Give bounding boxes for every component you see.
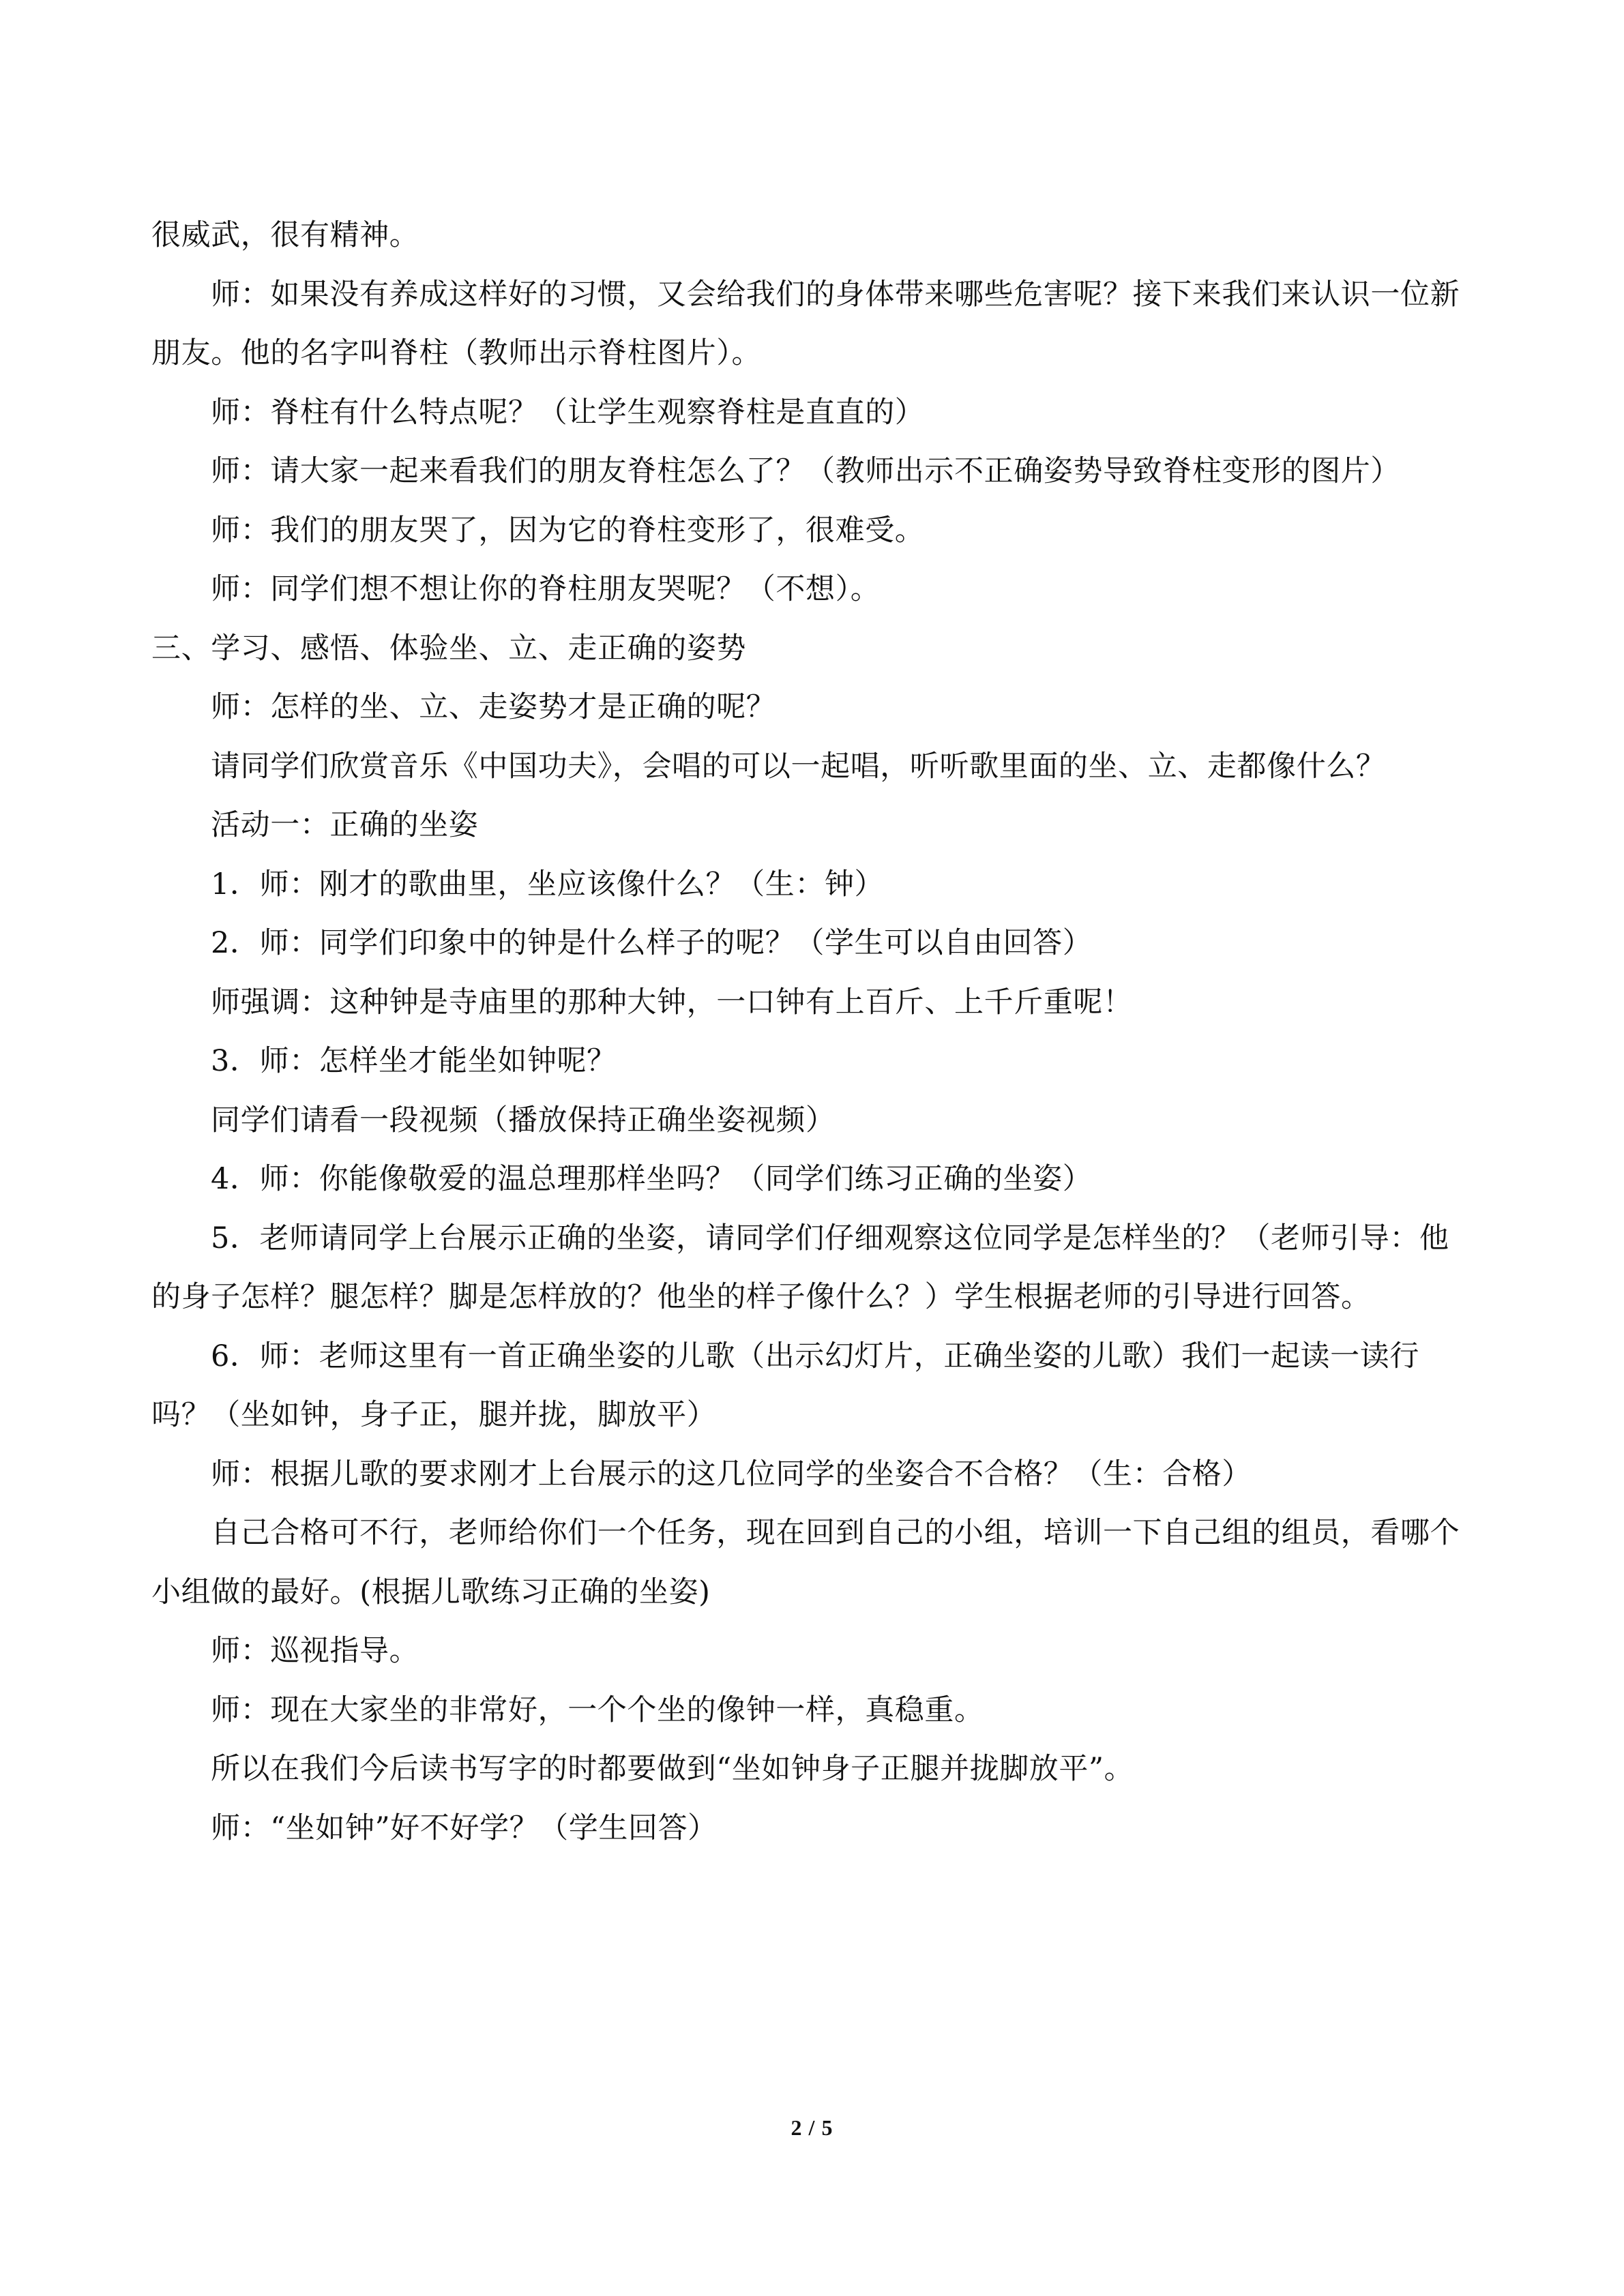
section-heading-three: 三、学习、感悟、体验坐、立、走正确的姿势 — [151, 631, 746, 666]
list-item-4: 4．师：你能像敬爱的温总理那样坐吗？（同学们练习正确的坐姿） — [211, 1162, 1093, 1196]
paragraph-continuation: 很威武，很有精神。 — [151, 218, 419, 252]
paragraph-teacher-spine-intro: 师：如果没有养成这样好的习惯，又会给我们的身体带来哪些危害呢？接下来我们来认识一位新朋友。他的名字叫脊柱（教师出示脊柱图片）。 — [151, 277, 1460, 370]
paragraph-patrol-guide: 师：巡视指导。 — [211, 1634, 419, 1668]
activity-one-heading: 活动一：正确的坐姿 — [211, 808, 479, 842]
paragraph-rhyme-check: 师：根据儿歌的要求刚才上台展示的这几位同学的坐姿合不合格？（生：合格） — [211, 1457, 1252, 1491]
paragraph-correct-posture-question: 师：怎样的坐、立、走姿势才是正确的呢？ — [211, 690, 776, 724]
document-body — [151, 206, 1475, 1858]
list-item-3: 3．师：怎样坐才能坐如钟呢？ — [211, 1044, 617, 1078]
page-number: 2 / 5 — [791, 2115, 833, 2140]
list-item-1: 1．师：刚才的歌曲里，坐应该像什么？（生：钟） — [211, 867, 885, 901]
paragraph-group-task: 自己合格可不行，老师给你们一个任务，现在回到自己的小组，培训一下自己组的组员，看哪个小组做的最好。(根据儿歌练习正确的坐姿) — [151, 1516, 1460, 1609]
paragraph-teacher-emphasis: 师强调：这种钟是寺庙里的那种大钟，一口钟有上百斤、上千斤重呢！ — [211, 985, 1133, 1019]
paragraph-summary-rule: 所以在我们今后读书写字的时都要做到“坐如钟身子正腿并拢脚放平”。 — [211, 1752, 1134, 1786]
paragraph-question-cry: 师：同学们想不想让你的脊柱朋友哭呢？（不想）。 — [211, 572, 881, 606]
paragraph-music-kungfu: 请同学们欣赏音乐《中国功夫》，会唱的可以一起唱，听听歌里面的坐、立、走都像什么？ — [211, 749, 1386, 784]
list-item-2: 2．师：同学们印象中的钟是什么样子的呢？（学生可以自由回答） — [211, 926, 1093, 960]
paragraph-watch-video: 同学们请看一段视频（播放保持正确坐姿视频） — [211, 1103, 836, 1137]
list-item-5: 5．老师请同学上台展示正确的坐姿，请同学们仔细观察这位同学是怎样坐的？（老师引导：他的身子怎样？腿怎样？脚是怎样放的？他坐的样子像什么？）学生根据老师的引导进行回答。 — [151, 1221, 1449, 1314]
paragraph-praise: 师：现在大家坐的非常好，一个个坐的像钟一样，真稳重。 — [211, 1693, 984, 1727]
paragraph-final-question: 师：“坐如钟”好不好学？（学生回答） — [211, 1810, 718, 1845]
paragraph-spine-deformation: 师：请大家一起来看我们的朋友脊柱怎么了？（教师出示不正确姿势导致脊柱变形的图片） — [211, 454, 1400, 488]
paragraph-friend-cried: 师：我们的朋友哭了，因为它的脊柱变形了，很难受。 — [211, 513, 925, 548]
list-item-6: 6．师：老师这里有一首正确坐姿的儿歌（出示幻灯片，正确坐姿的儿歌）我们一起读一读行吗？（坐如钟，身子正，腿并拢，脚放平） — [151, 1339, 1419, 1432]
paragraph-spine-feature: 师：脊柱有什么特点呢？（让学生观察脊柱是直直的） — [211, 395, 925, 430]
